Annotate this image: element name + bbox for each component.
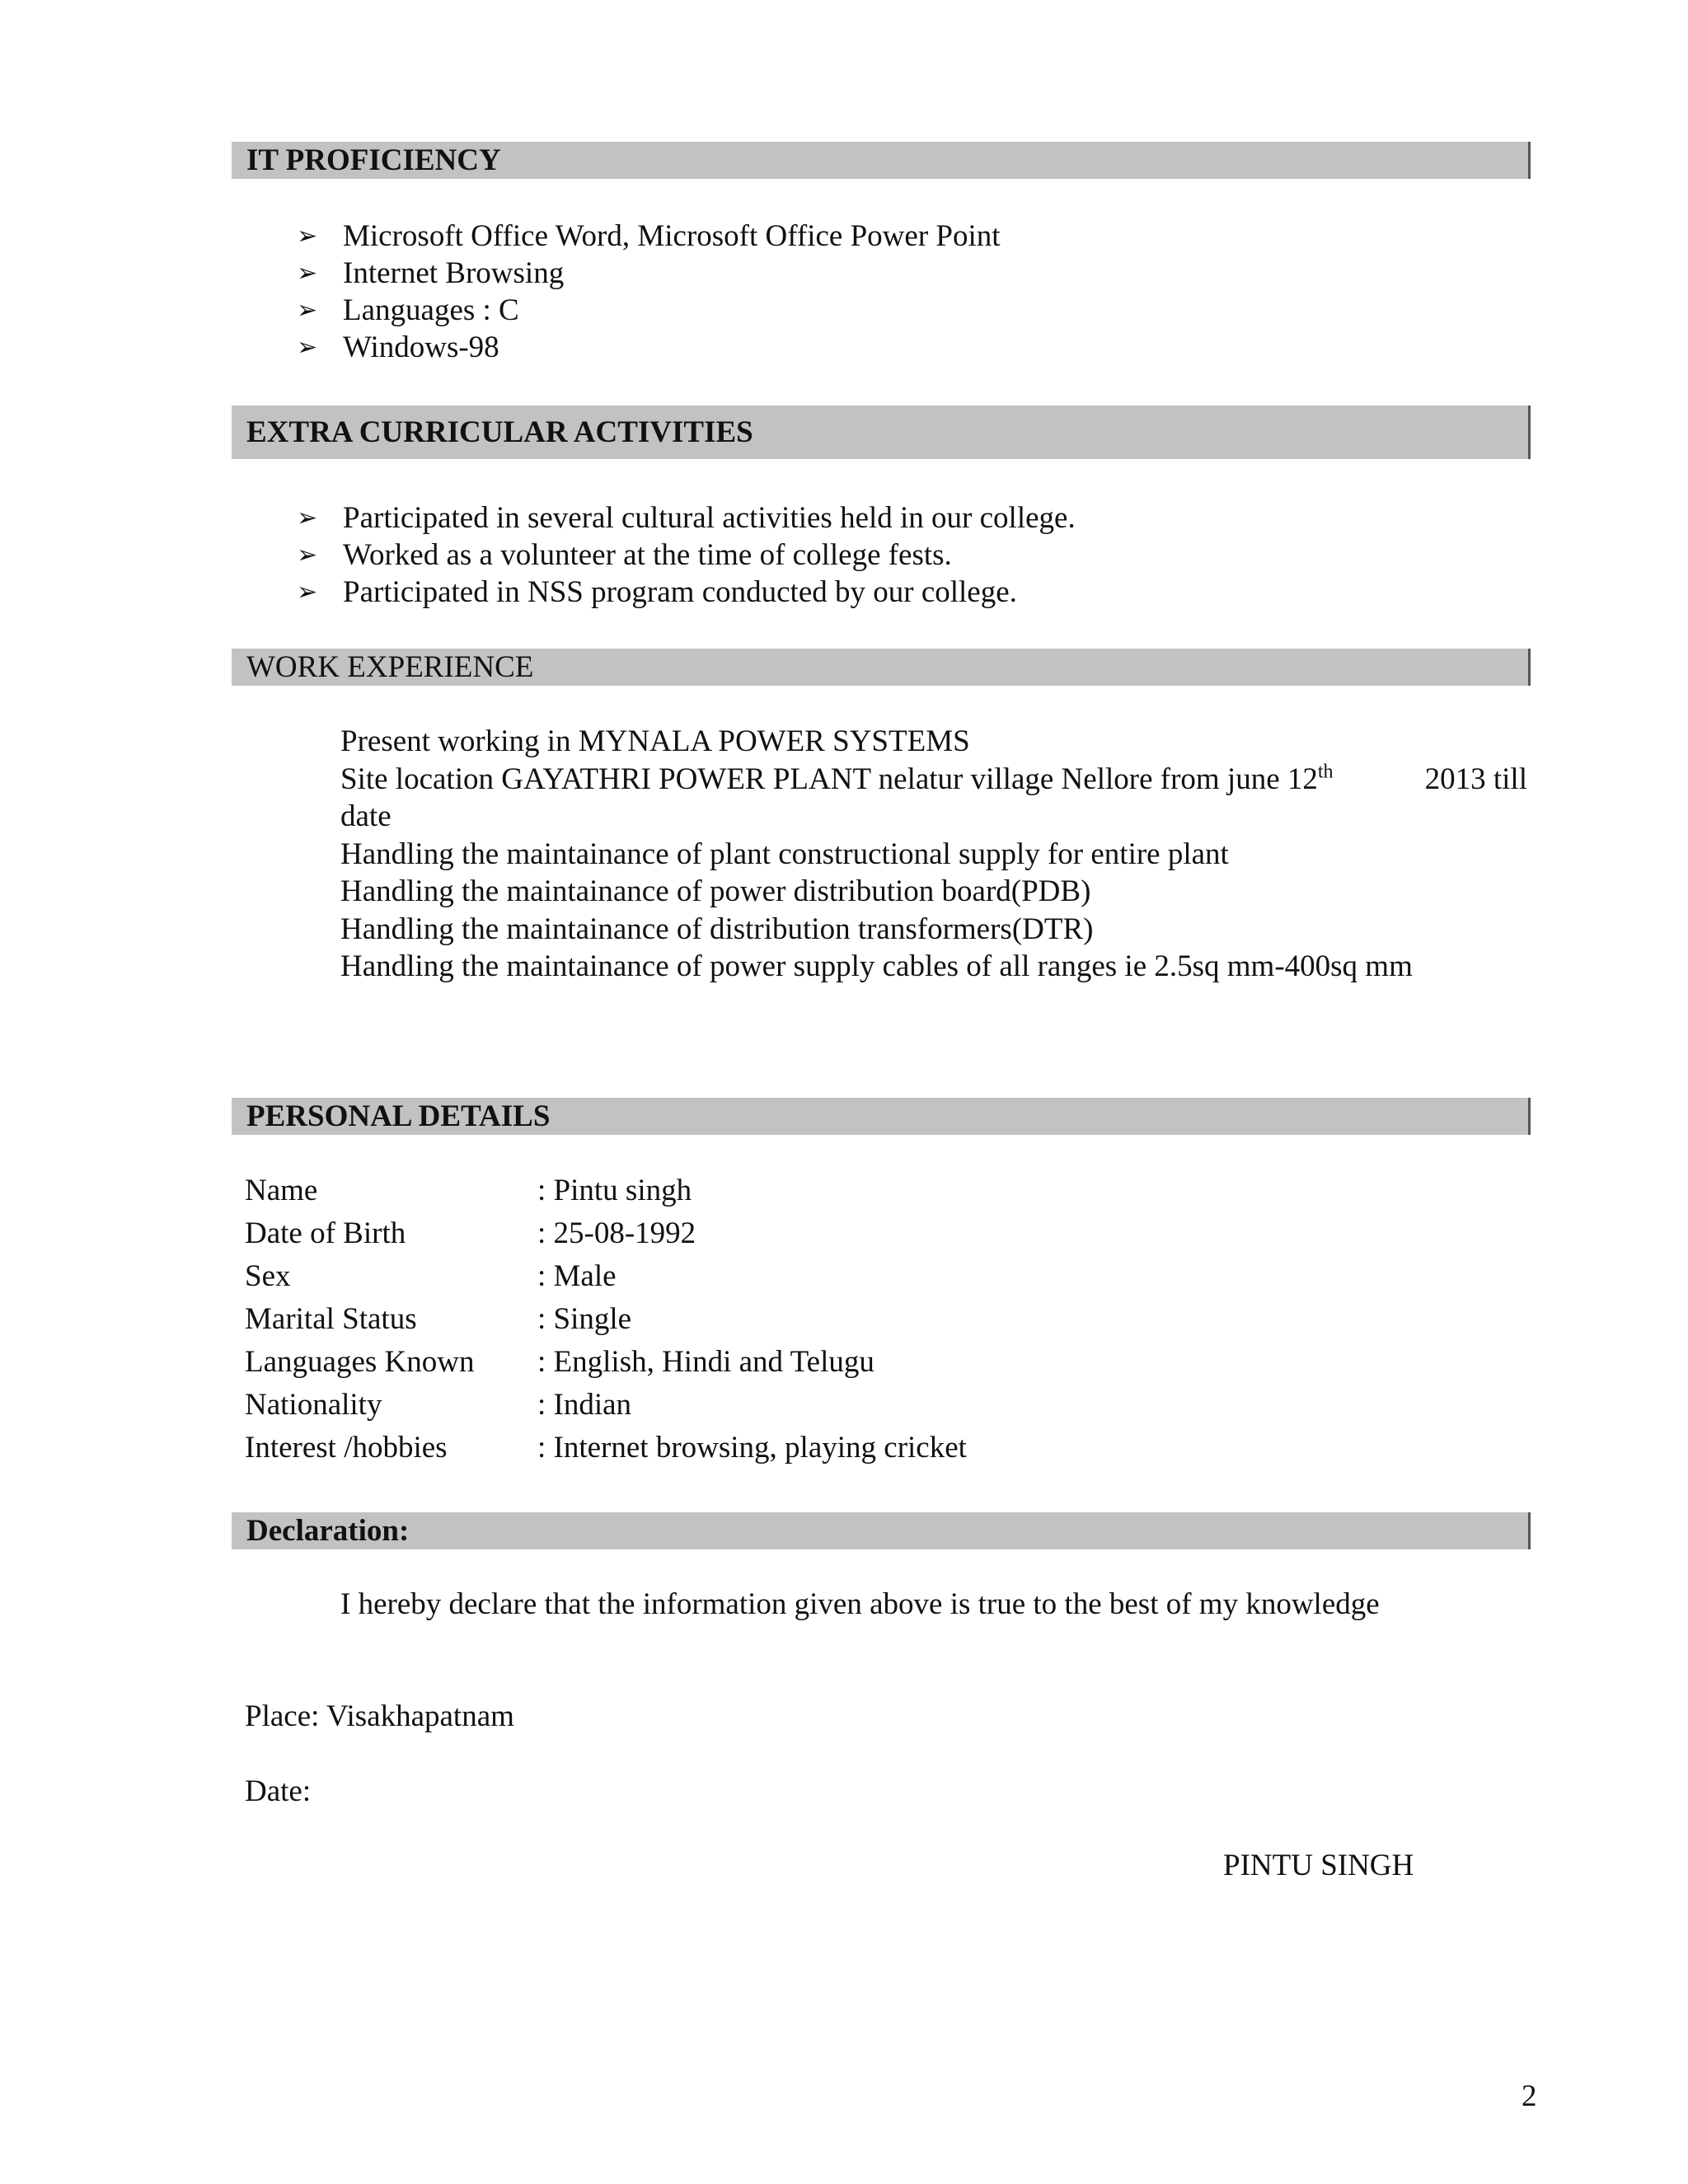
details-value: : Male: [537, 1258, 617, 1293]
personal-details-heading: [232, 1098, 1531, 1135]
declaration-date: Date:: [245, 1774, 312, 1808]
details-label: Sex: [245, 1258, 291, 1293]
declaration-text: I hereby declare that the information given above is true to the best of my knowledge: [340, 1587, 1380, 1621]
details-row-interests: [245, 1426, 967, 1469]
details-label: Date of Birth: [245, 1216, 406, 1250]
list-item: [297, 574, 1076, 611]
list-item: [297, 218, 1001, 255]
work-experience-body: [340, 723, 1527, 986]
details-row-sex: [245, 1254, 967, 1297]
date-ordinal-suffix: th: [1317, 761, 1334, 783]
arrowhead-bullet-icon: ➢: [297, 333, 318, 362]
details-row-nationality: [245, 1383, 967, 1426]
personal-details-table: [245, 1169, 967, 1469]
work-site-prefix: Site location GAYATHRI POWER PLANT nelatur village Nellore from june 12th: [340, 761, 1334, 796]
arrowhead-bullet-icon: ➢: [297, 296, 318, 325]
declaration-heading-text: Declaration:: [246, 1514, 410, 1548]
it-proficiency-heading-text: IT PROFICIENCY: [246, 143, 501, 177]
details-row-date-of-birth: [245, 1212, 967, 1254]
list-item-text: Participated in NSS program conducted by our college.: [343, 575, 1017, 609]
list-item: [297, 537, 1076, 574]
details-label: Name: [245, 1173, 318, 1207]
personal-details-heading-text: PERSONAL DETAILS: [246, 1099, 551, 1133]
list-item-text: Windows-98: [343, 330, 499, 364]
list-item: [297, 499, 1076, 537]
list-item-text: Worked as a volunteer at the time of college fests.: [343, 538, 952, 572]
it-proficiency-list: [297, 218, 1001, 366]
details-value: : Indian: [537, 1387, 632, 1422]
extra-curricular-list: [297, 499, 1076, 611]
arrowhead-bullet-icon: ➢: [297, 578, 318, 607]
extra-curricular-heading-text: EXTRA CURRICULAR ACTIVITIES: [246, 415, 753, 449]
details-label: Languages Known: [245, 1344, 475, 1379]
work-duty-item: Handling the maintainance of plant constructional supply for entire plant: [340, 837, 1229, 871]
details-value: : Pintu singh: [537, 1173, 692, 1207]
details-row-marital-status: [245, 1297, 967, 1340]
details-label: Nationality: [245, 1387, 382, 1422]
work-duty-item: Handling the maintainance of power distribution board(PDB): [340, 874, 1091, 908]
details-row-languages-known: [245, 1340, 967, 1383]
details-label: Marital Status: [245, 1301, 417, 1336]
list-item-text: Microsoft Office Word, Microsoft Office Power Point: [343, 219, 1001, 253]
work-site-location: [340, 761, 1527, 799]
arrowhead-bullet-icon: ➢: [297, 222, 318, 251]
details-row-name: [245, 1169, 967, 1212]
details-value: : 25-08-1992: [537, 1216, 696, 1250]
list-item: [297, 292, 1001, 329]
list-item-text: Languages : C: [343, 293, 519, 327]
it-proficiency-heading: [232, 142, 1531, 179]
work-site-continued: date: [340, 799, 392, 833]
arrowhead-bullet-icon: ➢: [297, 259, 318, 288]
details-value: : English, Hindi and Telugu: [537, 1344, 874, 1379]
details-label: Interest /hobbies: [245, 1430, 448, 1465]
list-item: [297, 329, 1001, 366]
list-item: [297, 255, 1001, 292]
page-number: 2: [1522, 2079, 1537, 2113]
declaration-place: Place: Visakhapatnam: [245, 1699, 514, 1733]
arrowhead-bullet-icon: ➢: [297, 541, 318, 569]
extra-curricular-heading: [232, 405, 1531, 459]
signature-name: PINTU SINGH: [1223, 1849, 1414, 1882]
work-duty-item: Handling the maintainance of power supply cables of all ranges ie 2.5sq mm-400sq mm: [340, 949, 1413, 983]
details-value: : Internet browsing, playing cricket: [537, 1430, 967, 1465]
arrowhead-bullet-icon: ➢: [297, 504, 318, 532]
list-item-text: Internet Browsing: [343, 256, 565, 290]
work-current-employer: Present working in MYNALA POWER SYSTEMS: [340, 724, 970, 758]
list-item-text: Participated in several cultural activities held in our college.: [343, 501, 1076, 535]
work-site-suffix: 2013 till: [1424, 762, 1527, 796]
work-experience-heading-text: WORK EXPERIENCE: [246, 650, 534, 684]
work-duty-item: Handling the maintainance of distribution transformers(DTR): [340, 912, 1094, 946]
details-value: : Single: [537, 1301, 632, 1336]
work-experience-heading: [232, 649, 1531, 686]
declaration-heading: [232, 1512, 1531, 1549]
